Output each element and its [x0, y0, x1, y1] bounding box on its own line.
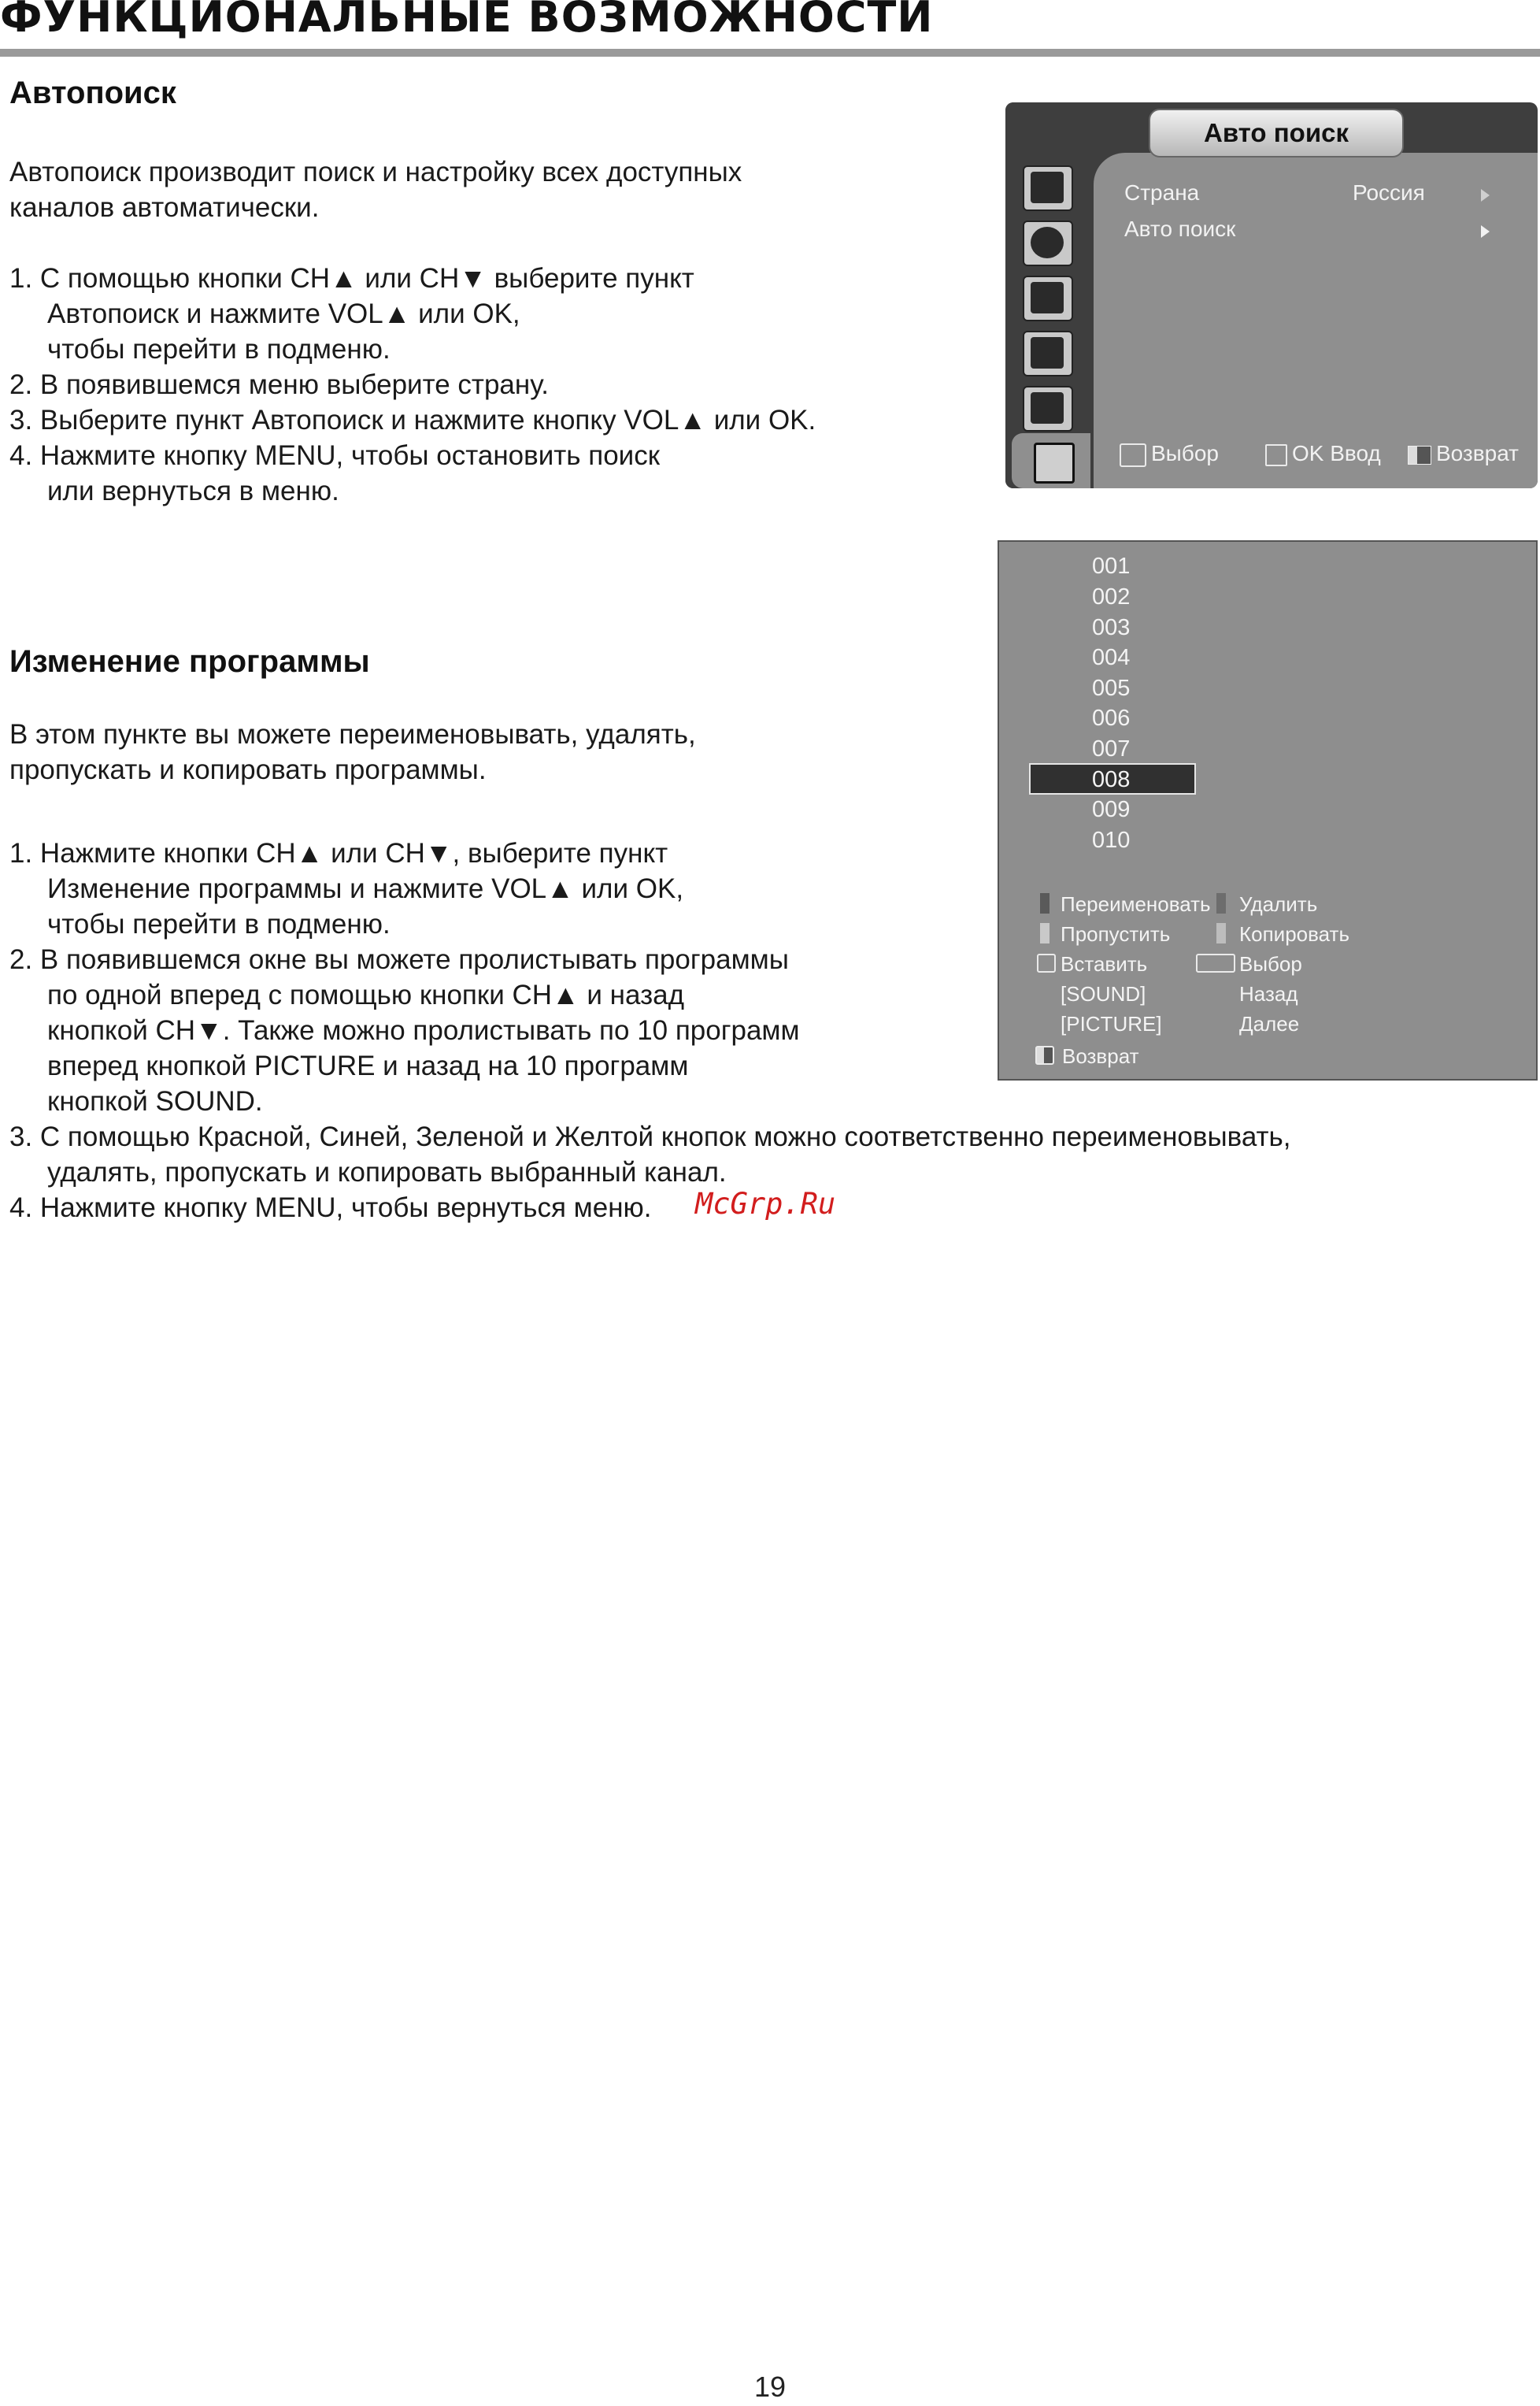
footer-enter-label: OK Ввод: [1292, 441, 1381, 465]
legend-return: Возврат: [1062, 1044, 1139, 1068]
program-item[interactable]: 003: [1092, 615, 1131, 640]
step-text: 4. Нажмите кнопку MENU, чтобы остановить поиск: [9, 440, 661, 471]
header-divider: [0, 49, 1540, 57]
up-down-arrows-icon: [1196, 954, 1235, 973]
step-text-cont: удалять, пропускать и копировать выбранный канал.: [47, 1157, 727, 1188]
step-text: 4. Нажмите кнопку MENU, чтобы вернуться меню.: [9, 1192, 652, 1223]
picture-menu-icon[interactable]: [1023, 165, 1073, 211]
osd-sidebar: [1005, 102, 1094, 488]
footer-back-label: Возврат: [1436, 441, 1519, 465]
blue-key-icon: [1216, 893, 1226, 914]
yellow-key-icon: [1216, 923, 1226, 943]
step-text-cont: по одной вперед с помощью кнопки CH▲ и назад: [47, 980, 684, 1010]
red-key-icon: [1040, 893, 1049, 914]
menu-return-icon: [1408, 446, 1431, 465]
screen-menu-icon[interactable]: [1023, 386, 1073, 432]
autosearch-intro-line: Автопоиск производит поиск и настройку всех доступных: [9, 157, 742, 187]
legend-insert: Вставить: [1061, 952, 1148, 976]
osd-footer-enter: [1265, 441, 1381, 466]
program-item[interactable]: 002: [1092, 584, 1131, 610]
program-edit-osd: [998, 540, 1538, 1081]
step-text: 3. Выберите пункт Автопоиск и нажмите кнопку VOL▲ или OK.: [9, 405, 816, 436]
program-edit-heading: Изменение программы: [9, 644, 370, 679]
legend-sound: [SOUND]: [1061, 982, 1146, 1006]
setup-menu-icon[interactable]: [1023, 331, 1073, 376]
sound-menu-icon[interactable]: [1023, 221, 1073, 266]
program-item[interactable]: 006: [1092, 706, 1131, 731]
osd-footer-back: [1408, 441, 1519, 466]
channel-menu-icon[interactable]: [1012, 433, 1090, 488]
program-item[interactable]: 009: [1092, 797, 1131, 822]
auto-search-osd: [1005, 102, 1538, 488]
program-item[interactable]: 005: [1092, 676, 1131, 701]
program-item[interactable]: 007: [1092, 736, 1131, 762]
program-item[interactable]: 001: [1092, 554, 1131, 579]
step-text-cont: Автопоиск и нажмите VOL▲ или OK,: [47, 298, 520, 329]
step-text-cont: кнопкой CH▼. Также можно пролистывать по 10 программ: [47, 1015, 800, 1046]
autosearch-step: [9, 402, 816, 438]
page-number: 19: [753, 2371, 787, 2403]
green-key-icon: [1040, 923, 1049, 943]
step-text-cont: чтобы перейти в подменю.: [47, 334, 391, 365]
menu-return-icon: [1035, 1046, 1054, 1065]
step-text: 2. В появившемся окне вы можете пролистывать программы: [9, 944, 789, 975]
osd-footer-select: [1120, 441, 1219, 467]
legend-delete: Удалить: [1239, 892, 1318, 916]
page-header: [0, 0, 1540, 63]
feature-menu-icon[interactable]: [1023, 276, 1073, 321]
chevron-right-icon: [1481, 189, 1490, 202]
right-arrow-icon: [1265, 444, 1287, 466]
watermark: McGrp.Ru: [695, 1187, 836, 1221]
step-text: 1. Нажмите кнопки CH▲ или CH▼, выберите пункт: [9, 838, 668, 869]
legend-select: Выбор: [1239, 952, 1302, 976]
program-edit-intro-line: В этом пункте вы можете переименовывать, удалять,: [9, 719, 696, 750]
step-text-cont: Изменение программы и нажмите VOL▲ или OK,: [47, 873, 684, 904]
program-item[interactable]: 010: [1092, 828, 1131, 853]
step-text-cont: чтобы перейти в подменю.: [47, 909, 391, 940]
osd-row-country-value[interactable]: Россия: [1353, 180, 1425, 205]
step-text: 1. С помощью кнопки CH▲ или CH▼ выберите пункт: [9, 263, 694, 294]
program-edit-intro-line: пропускать и копировать программы.: [9, 754, 487, 785]
up-down-arrows-icon: [1120, 443, 1146, 467]
osd-row-autosearch-label[interactable]: Авто поиск: [1124, 217, 1236, 241]
step-text-cont: кнопкой SOUND.: [47, 1086, 263, 1117]
autosearch-step: [9, 367, 816, 402]
program-edit-intro: [9, 717, 696, 788]
program-edit-step: [9, 1190, 1291, 1225]
step-text: 3. С помощью Красной, Синей, Зеленой и Желтой кнопок можно соответственно переименовывать,: [9, 1121, 1291, 1152]
step-text: 2. В появившемся меню выберите страну.: [9, 369, 549, 400]
step-text-cont: вперед кнопкой PICTURE и назад на 10 программ: [47, 1051, 689, 1081]
autosearch-intro-line: каналов автоматически.: [9, 192, 320, 223]
autosearch-steps: [9, 261, 816, 509]
legend-back: Назад: [1239, 982, 1298, 1006]
legend-next: Далее: [1239, 1012, 1300, 1036]
osd-title: Авто поиск: [1149, 109, 1404, 158]
program-edit-step: [9, 1119, 1291, 1190]
legend-rename: Переименовать: [1061, 892, 1211, 916]
osd-row-country-label[interactable]: Страна: [1124, 180, 1200, 205]
program-item[interactable]: 004: [1092, 645, 1131, 670]
autosearch-heading: Автопоиск: [9, 76, 176, 110]
legend-copy: Копировать: [1239, 922, 1349, 946]
autosearch-step: [9, 438, 816, 509]
chevron-right-icon: [1481, 225, 1490, 238]
autosearch-step: [9, 261, 816, 367]
legend-skip: Пропустить: [1061, 922, 1171, 946]
step-text-cont: или вернуться в меню.: [47, 476, 339, 506]
autosearch-intro: [9, 154, 742, 225]
page-title: ФУНКЦИОНАЛЬНЫЕ ВОЗМОЖНОСТИ: [0, 0, 934, 42]
program-item-selected[interactable]: 008: [1092, 767, 1131, 792]
legend-picture: [PICTURE]: [1061, 1012, 1162, 1036]
insert-arrow-icon: [1037, 954, 1056, 973]
footer-select-label: Выбор: [1151, 441, 1219, 465]
